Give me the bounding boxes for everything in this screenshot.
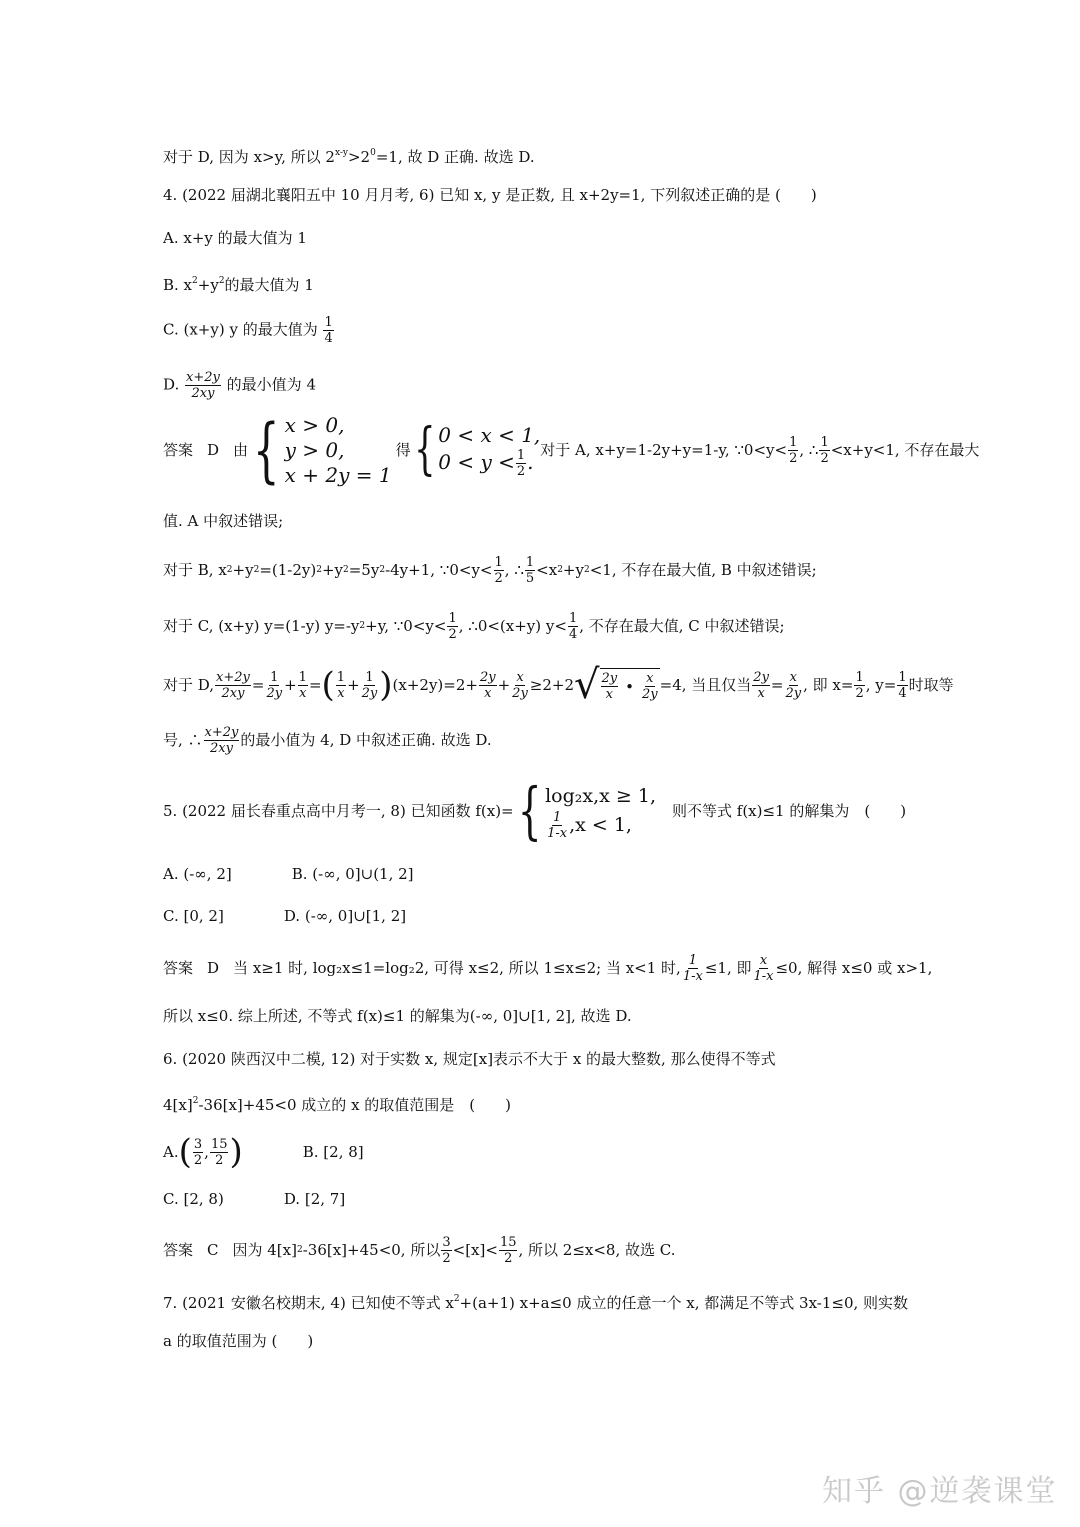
q5-options-ab: A. (-∞, 2] B. (-∞, 0]∪(1, 2] [163, 865, 414, 883]
answer-4-cont: 值. A 中叙述错误; [163, 512, 284, 530]
question-6: 6. (2020 陕西汉中二模, 12) 对于实数 x, 规定[x]表示不大于 x 的最大整数, 那么使得不等式 [163, 1050, 776, 1068]
answer-6: 答案 C 因为 4[x] 2 -36[x]+45<0, 所以 $\frac{3}{2}$ <[x]< $\frac{15}{2}$ , 所以 2≤x<8, 故选 C. [163, 1234, 676, 1266]
q6-options-cd: C. [2, 8) D. [2, 7] [163, 1190, 346, 1208]
brace-icon: { [413, 417, 436, 482]
piecewise-function: { log₂x,x ≥ 1, $\frac{1}{1-x}$ ,x < 1, [517, 774, 656, 847]
square-root: √ $\frac{2y}{x}$ • $\frac{x}{2y}$ [574, 662, 658, 708]
answer-4-d: 对于 D, $\frac{x+2y}{2xy}$ = $\frac{1}{2y}$ + $\frac{1}{x}$ = ( $\frac{1}{x}$ + $\frac{1}{2y}$ ) (x+2y)=2+ $\frac{2y}{x}$ + $\frac{x}{2y}$ ≥2+2 √ $\frac{2y}{x}$ • $\frac{x}{2y}$ =4, 当且仅当 $\frac{2y}{x}$ = $\frac{x}{2y}$ , 即 x= $\frac{1}{2}$ , y= $\frac{1}{4}$ 时取等 [163, 662, 954, 708]
equation-system: { x > 0, y > 0, x + 2y = 1 [252, 409, 392, 491]
q6-options-ab: A. ( $\frac{3}{2}$ , $\frac{15}{2}$ ) B. [2, 8] [163, 1132, 364, 1172]
answer-4-b: 对于 B, x 2 +y 2 =(1-2y) 2 +y 2 =5y 2 -4y+1, ∵0<y< $\frac{1}{2}$ , ∴ $\frac{1}{5}$ <x 2 +y 2 <1, 不存在最大值, B 中叙述错误; [163, 554, 817, 586]
solution-system: { 0 < x < 1, 0 < y < $\frac{1}{2}$ . [411, 415, 541, 485]
answer-4-d-cont: 号, ∴ $\frac{x+2y}{2xy}$ 的最小值为 4, D 中叙述正确. 故选 D. [163, 724, 492, 756]
question-5: 5. (2022 届长春重点高中月考一, 8) 已知函数 f(x)= { log₂x,x ≥ 1, $\frac{1}{1-x}$ ,x < 1, 则不等式 f(x)≤1 的解集为 ( ) [163, 774, 907, 847]
brace-icon: { [252, 409, 280, 491]
watermark: 知乎 @逆袭课堂 [822, 1474, 1058, 1509]
question-4: 4. (2022 届湖北襄阳五中 10 月月考, 6) 已知 x, y 是正数, 且 x+2y=1, 下列叙述正确的是 ( ) [163, 186, 817, 204]
answer-4-c: 对于 C, (x+y) y=(1-y) y=-y 2 +y, ∵0<y< $\frac{1}{2}$ , ∴0<(x+y) y< $\frac{1}{4}$ , 不存在最大值, C 中叙述错误; [163, 610, 785, 642]
q4-option-a: A. x+y 的最大值为 1 [163, 229, 307, 247]
question-7-cont: a 的取值范围为 ( ) [163, 1332, 314, 1350]
fraction: $\frac{1}{4}$ [324, 315, 333, 346]
q5-options-cd: C. [0, 2] D. (-∞, 0]∪[1, 2] [163, 907, 407, 925]
question-7: 7. (2021 安徽名校期末, 4) 已知使不等式 $x^2+(a+1)$ x+a≤0 成立的任意一个 x, 都满足不等式 3x-1≤0, 则实数 [163, 1294, 909, 1312]
answer-5: 答案 D 当 x≥1 时, log₂x≤1=log₂2, 可得 x≤2, 所以 1≤x≤2; 当 x<1 时, $\frac{1}{1-x}$ ≤1, 即 $\frac{x}{1-x}$ ≤0, 解得 x≤0 或 x>1, [163, 952, 933, 984]
line-d-conclusion: 对于 D, 因为 x>y, 所以 $2^{x-y}>2^0=1$, 故 D 正确. 故选 D. [163, 148, 535, 166]
q4-option-b: B. $x^2+y^2$的最大值为 1 [163, 276, 314, 294]
q4-option-d: D. $\frac{x+2y}{2xy}$ 的最小值为 4 [163, 370, 316, 401]
answer-4: 答案 D 由 { x > 0, y > 0, x + 2y = 1 得 { 0 < x < 1, 0 < y < $\frac{1}{2}$ . 对于 A, x+y=1-2y+y=1-y, ∵0<y< $\frac{1}{2}$ , ∴ $\frac{1}{2}$ <x+y<1, 不存在最大 [163, 409, 980, 491]
q4-option-c: C. (x+y) y 的最大值为 $\frac{1}{4}$ [163, 315, 333, 346]
brace-icon: { [517, 774, 542, 847]
answer-5-cont: 所以 x≤0. 综上所述, 不等式 f(x)≤1 的解集为(-∞, 0]∪[1, 2], 故选 D. [163, 1007, 632, 1025]
radical-icon: √ [574, 662, 600, 708]
fraction: $\frac{x+2y}{2xy}$ [186, 370, 220, 401]
question-6-cont: $4[x]^2-36[x]+45<0$ 成立的 x 的取值范围是 ( ) [163, 1096, 512, 1114]
